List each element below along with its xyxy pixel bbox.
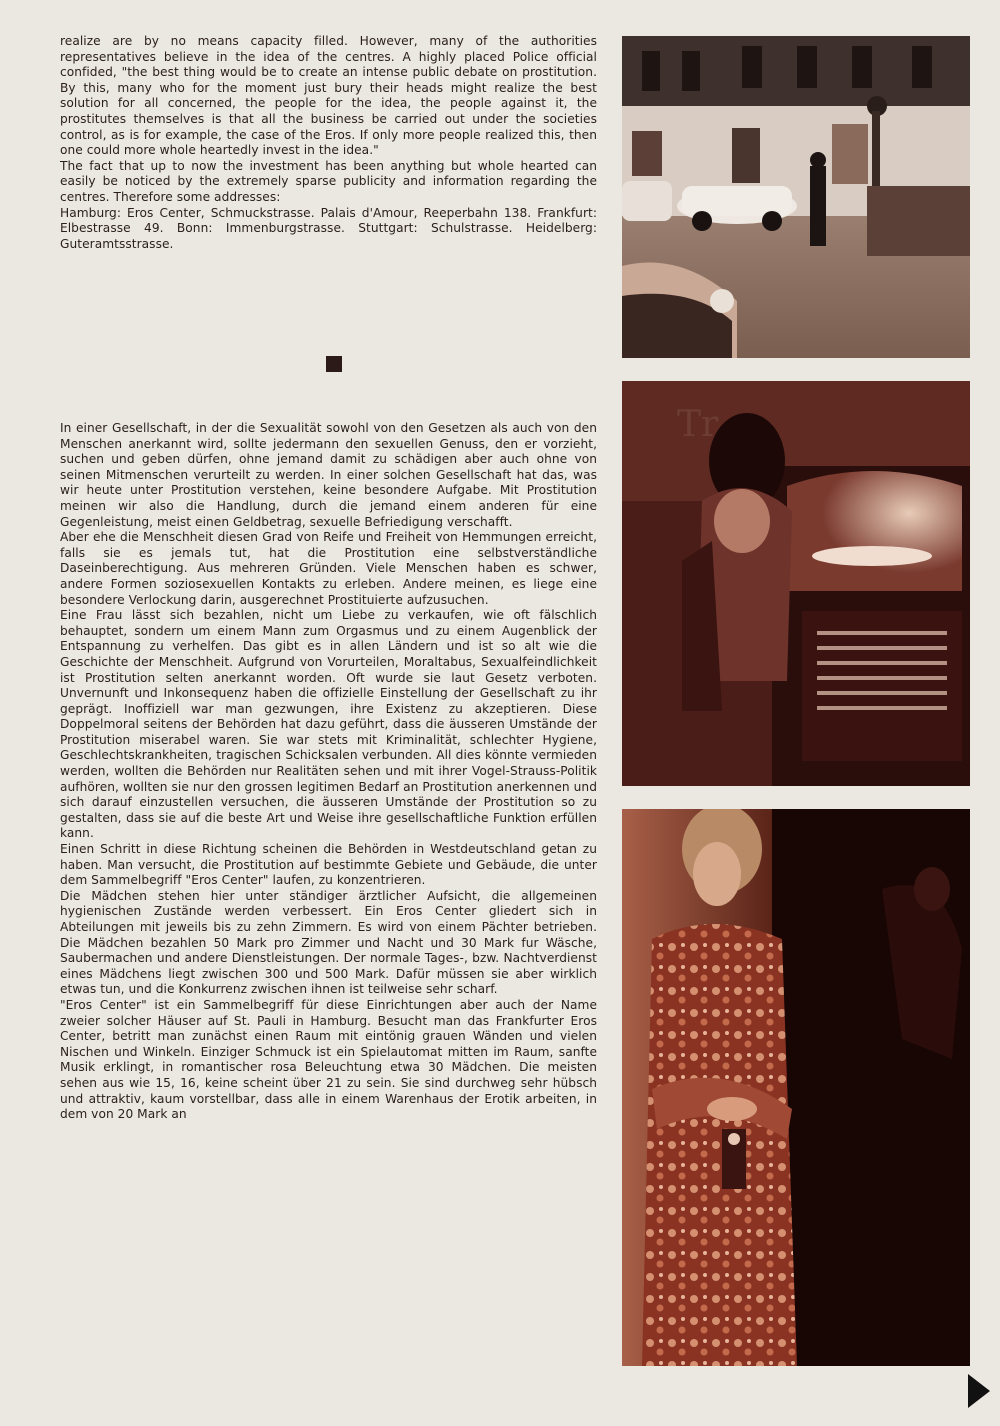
english-addresses: Hamburg: Eros Center, Schmuckstrasse. Palais d'Amour, Reeperbahn 138. Frankfurt: Elbestrasse 49. Bonn: Immenburgstrasse. Stuttgart: Schulstrasse. Heidelberg: Guteramtsstrasse. bbox=[60, 205, 597, 251]
svg-text:Tr: Tr bbox=[677, 404, 719, 445]
jukebox-photo bbox=[622, 381, 970, 786]
english-paragraph: realize are by no means capacity filled. However, many of the authorities representatives believe in the idea of the centres. A highly placed Police official confided, "the best thing would be to create an intense public debate on prostitution. By this, many who for the moment just bury their heads might realize the best solution for all concerned, the people for the idea, the people against it, the prostitutes themselves is that all the business be carried out under the societies control, as is for example, the case of the Eros. If only more people realized this, then one could more whole heartedly invest in the idea." bbox=[60, 34, 597, 158]
german-paragraph: "Eros Center" ist ein Sammelbegriff für diese Einrichtungen aber auch der Name zweier solcher Häuser auf St. Pauli in Hamburg. Besucht man das Frankfurter Eros Center, betritt man zunächst einen Raum mit eintönig grauen Wänden und vielen Nischen und Winkeln. Einziger Schmuck ist ein Spielautomat mitten im Raum, sanfte Musik erklingt, in romantischer rosa Beleuchtung etwa 30 Mädchen. Die meisten sehen aus wie 15, 16, keine scheint über 21 zu sein. Sie sind durchweg sehr hübsch und attraktiv, kaum vorstellbar, dass alle in einem Warenhaus der Erotik arbeiten, in dem von 20 Mark an bbox=[60, 997, 597, 1122]
street-scene-photo bbox=[622, 36, 970, 358]
german-paragraph: Aber ehe die Menschheit diesen Grad von Reife und Freiheit von Hemmungen erreicht, falls sie es jemals tut, hat die Prostitution eine selbstverständliche Daseinberechtigung. Aus mehreren Gründen. Viele Menschen haben es schwer, andere Formen soziosexuellen Kontakts zu erleben. Andere meinen, es liege eine besondere Verlockung darin, ausgerechnet Prostituierte aufzusuchen. bbox=[60, 530, 597, 607]
english-paragraph: The fact that up to now the investment has been anything but whole hearted can easily be noticed by the extremely sparse publicity and information regarding the centres. Therefore some addresses: bbox=[60, 158, 597, 204]
german-paragraph: Eine Frau lässt sich bezahlen, nicht um Liebe zu verkaufen, wie oft fälschlich behauptet, sondern um einem Mann zum Orgasmus und zu einem Augenblick der Entspannung zu verhelfen. Das gibt es in allen Ländern und ist so alt wie die Geschichte der Menschheit. Aufgrund von Vorurteilen, Moraltabus, Sexualfeindlichkeit ist Prostitution selten anerkannt worden. Oft wurde sie laut Gesetz verboten. Unvernunft und Inkonsequenz haben die offizielle Einstellung der Gesellschaft zu ihr geprägt. Inoffiziell war man gezwungen, ihre Existenz zu akzeptieren. Diese Doppelmoral seitens der Behörden hat dazu geführt, dass die äusseren Umstände der Prostitution miserabel waren. Sie war stets mit Kriminalität, schlechter Hygiene, Geschlechtskrankheiten, tragischen Schicksalen verbunden. All dies könnte vermieden werden, wollten die Behörden nur Realitäten sehen und mit ihrer Vogel-Strauss-Politik aufhören, wollten sie nur den grossen legitimen Bedarf an Prostitution anerkennen und sich darauf einzustellen versuchen, die äusseren Umstände der Prostitution so zu gestalten, dass sie auf die beste Art und Weise ihre gesellschaftliche Funktion erfüllen kann. bbox=[60, 608, 597, 841]
german-text-column bbox=[60, 421, 597, 1123]
german-paragraph: Einen Schritt in diese Richtung scheinen die Behörden in Westdeutschland getan zu haben. Man versucht, die Prostitution auf bestimmte Gebiete und Gebäude, die unter dem Sammelbegriff "Eros Center" laufen, zu konzentrieren. bbox=[60, 842, 597, 888]
german-paragraph: Die Mädchen stehen hier unter ständiger ärztlicher Aufsicht, die allgemeinen hygienischen Zustände werden verbessert. Ein Eros Center gliedert sich in Abteilungen mit jeweils bis zu zehn Zimmern. Es wird von einem Pächter betrieben. Die Mädchen bezahlen 50 Mark pro Zimmer und Nacht und 30 Mark fur Wäsche, Saubermachen und andere Dienstleistungen. Der normale Tages-, bzw. Nachtverdienst eines Mädchens liegt zwischen 300 und 500 Mark. Dafür müssen sie aber wirklich etwas tun, und die Konkurrenz zwischen ihnen ist teilweise sehr scharf. bbox=[60, 888, 597, 997]
woman-doorway-photo bbox=[622, 809, 970, 1366]
next-page-arrow-icon[interactable] bbox=[968, 1374, 990, 1408]
german-paragraph: In einer Gesellschaft, in der die Sexualität sowohl von den Gesetzen als auch von den Menschen anerkannt wird, sollte jedermann den sexuellen Genuss, den er vorzieht, suchen und geben dürfen, ohne jemand damit zu schädigen aber auch ohne von seinen Mitmenschen verurteilt zu werden. In einer solchen Gesellschaft hat das, was wir heute unter Prostitution verstehen, keine besondere Aufgabe. Mit Prostitution meinen wir also die Handlung, durch die jemand einem anderen für eine Gegenleistung, meist einen Geldbetrag, sexuelle Befriedigung verschafft. bbox=[60, 421, 597, 529]
english-text-column bbox=[60, 34, 597, 252]
section-separator-square bbox=[326, 356, 342, 372]
